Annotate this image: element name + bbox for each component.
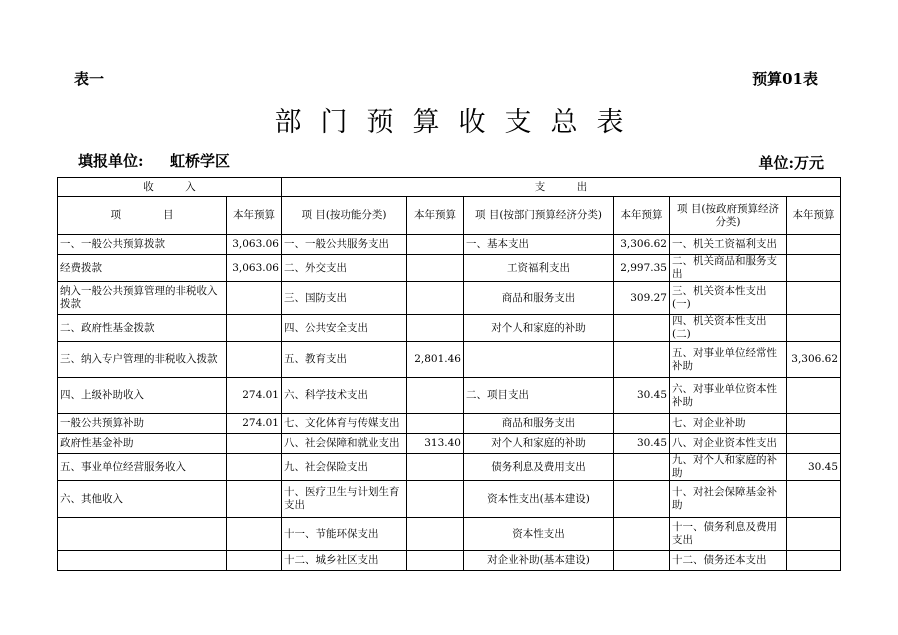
table-row [58,414,841,434]
table-label: 表一 [74,70,105,88]
table-row [58,518,841,551]
income-amount [227,481,282,518]
unit-label: 填报单位: [78,152,144,170]
dept-item: 对个人和家庭的补助 [464,434,614,454]
gov-header: 项 目(按政府预算经济分类) [670,197,787,235]
func-amount [407,551,464,571]
income-item [58,551,227,571]
gov-amount: 3,306.62 [787,342,841,378]
func-amount-header: 本年预算 [407,197,464,235]
income-item: 经费拨款 [58,255,227,282]
func-header: 项 目(按功能分类) [282,197,407,235]
gov-item: 九、对个人和家庭的补助 [670,454,787,481]
income-item-header: 项 目 [58,197,227,235]
gov-amount [787,282,841,315]
dept-item: 商品和服务支出 [464,414,614,434]
func-item: 十一、节能环保支出 [282,518,407,551]
income-item: 一般公共预算补助 [58,414,227,434]
income-item: 纳入一般公共预算管理的非税收入拨款 [58,282,227,315]
dept-amount [614,315,670,342]
func-amount [407,315,464,342]
gov-item: 十、对社会保障基金补助 [670,481,787,518]
dept-item: 对个人和家庭的补助 [464,315,614,342]
dept-amount: 30.45 [614,378,670,414]
dept-item: 资本性支出(基本建设) [464,481,614,518]
gov-amount [787,481,841,518]
func-item: 十、医疗卫生与计划生育支出 [282,481,407,518]
dept-amount-header: 本年预算 [614,197,670,235]
dept-amount [614,414,670,434]
income-amount [227,518,282,551]
income-amount: 3,063.06 [227,235,282,255]
gov-amount [787,518,841,551]
func-amount [407,518,464,551]
gov-item: 十二、债务还本支出 [670,551,787,571]
table-row [58,481,841,518]
gov-amount: 30.45 [787,454,841,481]
dept-item: 对企业补助(基本建设) [464,551,614,571]
budget-table [57,177,841,571]
gov-amount-header: 本年预算 [787,197,841,235]
income-item: 一、一般公共预算拨款 [58,235,227,255]
page-title: 部门预算收支总表 [274,107,643,138]
func-amount: 313.40 [407,434,464,454]
dept-amount: 2,997.35 [614,255,670,282]
func-item: 六、科学技术支出 [282,378,407,414]
income-item: 四、上级补助收入 [58,378,227,414]
income-amount: 274.01 [227,378,282,414]
table-row [58,282,841,315]
table-row [58,378,841,414]
func-item: 七、文化体育与传媒支出 [282,414,407,434]
dept-item: 一、基本支出 [464,235,614,255]
table-row [58,454,841,481]
income-amount [227,551,282,571]
dept-amount [614,481,670,518]
func-amount [407,282,464,315]
gov-item: 十一、债务利息及费用支出 [670,518,787,551]
dept-amount [614,454,670,481]
dept-item [464,342,614,378]
income-item: 五、事业单位经营服务收入 [58,454,227,481]
dept-amount [614,518,670,551]
income-item: 六、其他收入 [58,481,227,518]
form-number: 预算01表 [752,70,818,88]
table-row [58,255,841,282]
dept-amount [614,551,670,571]
dept-header: 项 目(按部门预算经济分类) [464,197,614,235]
func-item: 八、社会保障和就业支出 [282,434,407,454]
dept-item: 二、项目支出 [464,378,614,414]
table-row [58,434,841,454]
func-item: 五、教育支出 [282,342,407,378]
gov-item: 四、机关资本性支出(二) [670,315,787,342]
income-amount: 3,063.06 [227,255,282,282]
income-header: 收 入 [58,178,282,197]
income-amount [227,282,282,315]
income-item: 二、政府性基金拨款 [58,315,227,342]
gov-item: 二、机关商品和服务支出 [670,255,787,282]
gov-amount [787,434,841,454]
dept-amount [614,342,670,378]
income-amount: 274.01 [227,414,282,434]
gov-amount [787,315,841,342]
dept-amount: 309.27 [614,282,670,315]
gov-amount [787,551,841,571]
func-amount [407,378,464,414]
table-row [58,342,841,378]
income-amount [227,342,282,378]
table-row [58,551,841,571]
gov-item: 八、对企业资本性支出 [670,434,787,454]
dept-item: 债务利息及费用支出 [464,454,614,481]
dept-item: 工资福利支出 [464,255,614,282]
func-item: 四、公共安全支出 [282,315,407,342]
dept-amount: 3,306.62 [614,235,670,255]
income-item [58,518,227,551]
func-item: 九、社会保险支出 [282,454,407,481]
func-item: 三、国防支出 [282,282,407,315]
income-item: 三、纳入专户管理的非税收入拨款 [58,342,227,378]
gov-amount [787,235,841,255]
func-amount [407,235,464,255]
func-item: 十二、城乡社区支出 [282,551,407,571]
func-item: 二、外交支出 [282,255,407,282]
gov-amount [787,255,841,282]
func-amount: 2,801.46 [407,342,464,378]
gov-item: 三、机关资本性支出(一) [670,282,787,315]
func-amount [407,414,464,434]
unit-name: 虹桥学区 [170,152,231,170]
expense-header: 支 出 [282,178,841,197]
gov-item: 六、对事业单位资本性补助 [670,378,787,414]
func-amount [407,481,464,518]
gov-amount [787,414,841,434]
income-amount [227,315,282,342]
dept-item: 资本性支出 [464,518,614,551]
income-amount-header: 本年预算 [227,197,282,235]
dept-amount: 30.45 [614,434,670,454]
gov-item: 五、对事业单位经常性补助 [670,342,787,378]
table-row [58,235,841,255]
income-item: 政府性基金补助 [58,434,227,454]
func-item: 一、一般公共服务支出 [282,235,407,255]
gov-item: 一、机关工资福利支出 [670,235,787,255]
income-amount [227,454,282,481]
table-row [58,315,841,342]
gov-amount [787,378,841,414]
income-amount [227,434,282,454]
dept-item: 商品和服务支出 [464,282,614,315]
gov-item: 七、对企业补助 [670,414,787,434]
func-amount [407,255,464,282]
func-amount [407,454,464,481]
currency-unit: 单位:万元 [758,154,824,172]
